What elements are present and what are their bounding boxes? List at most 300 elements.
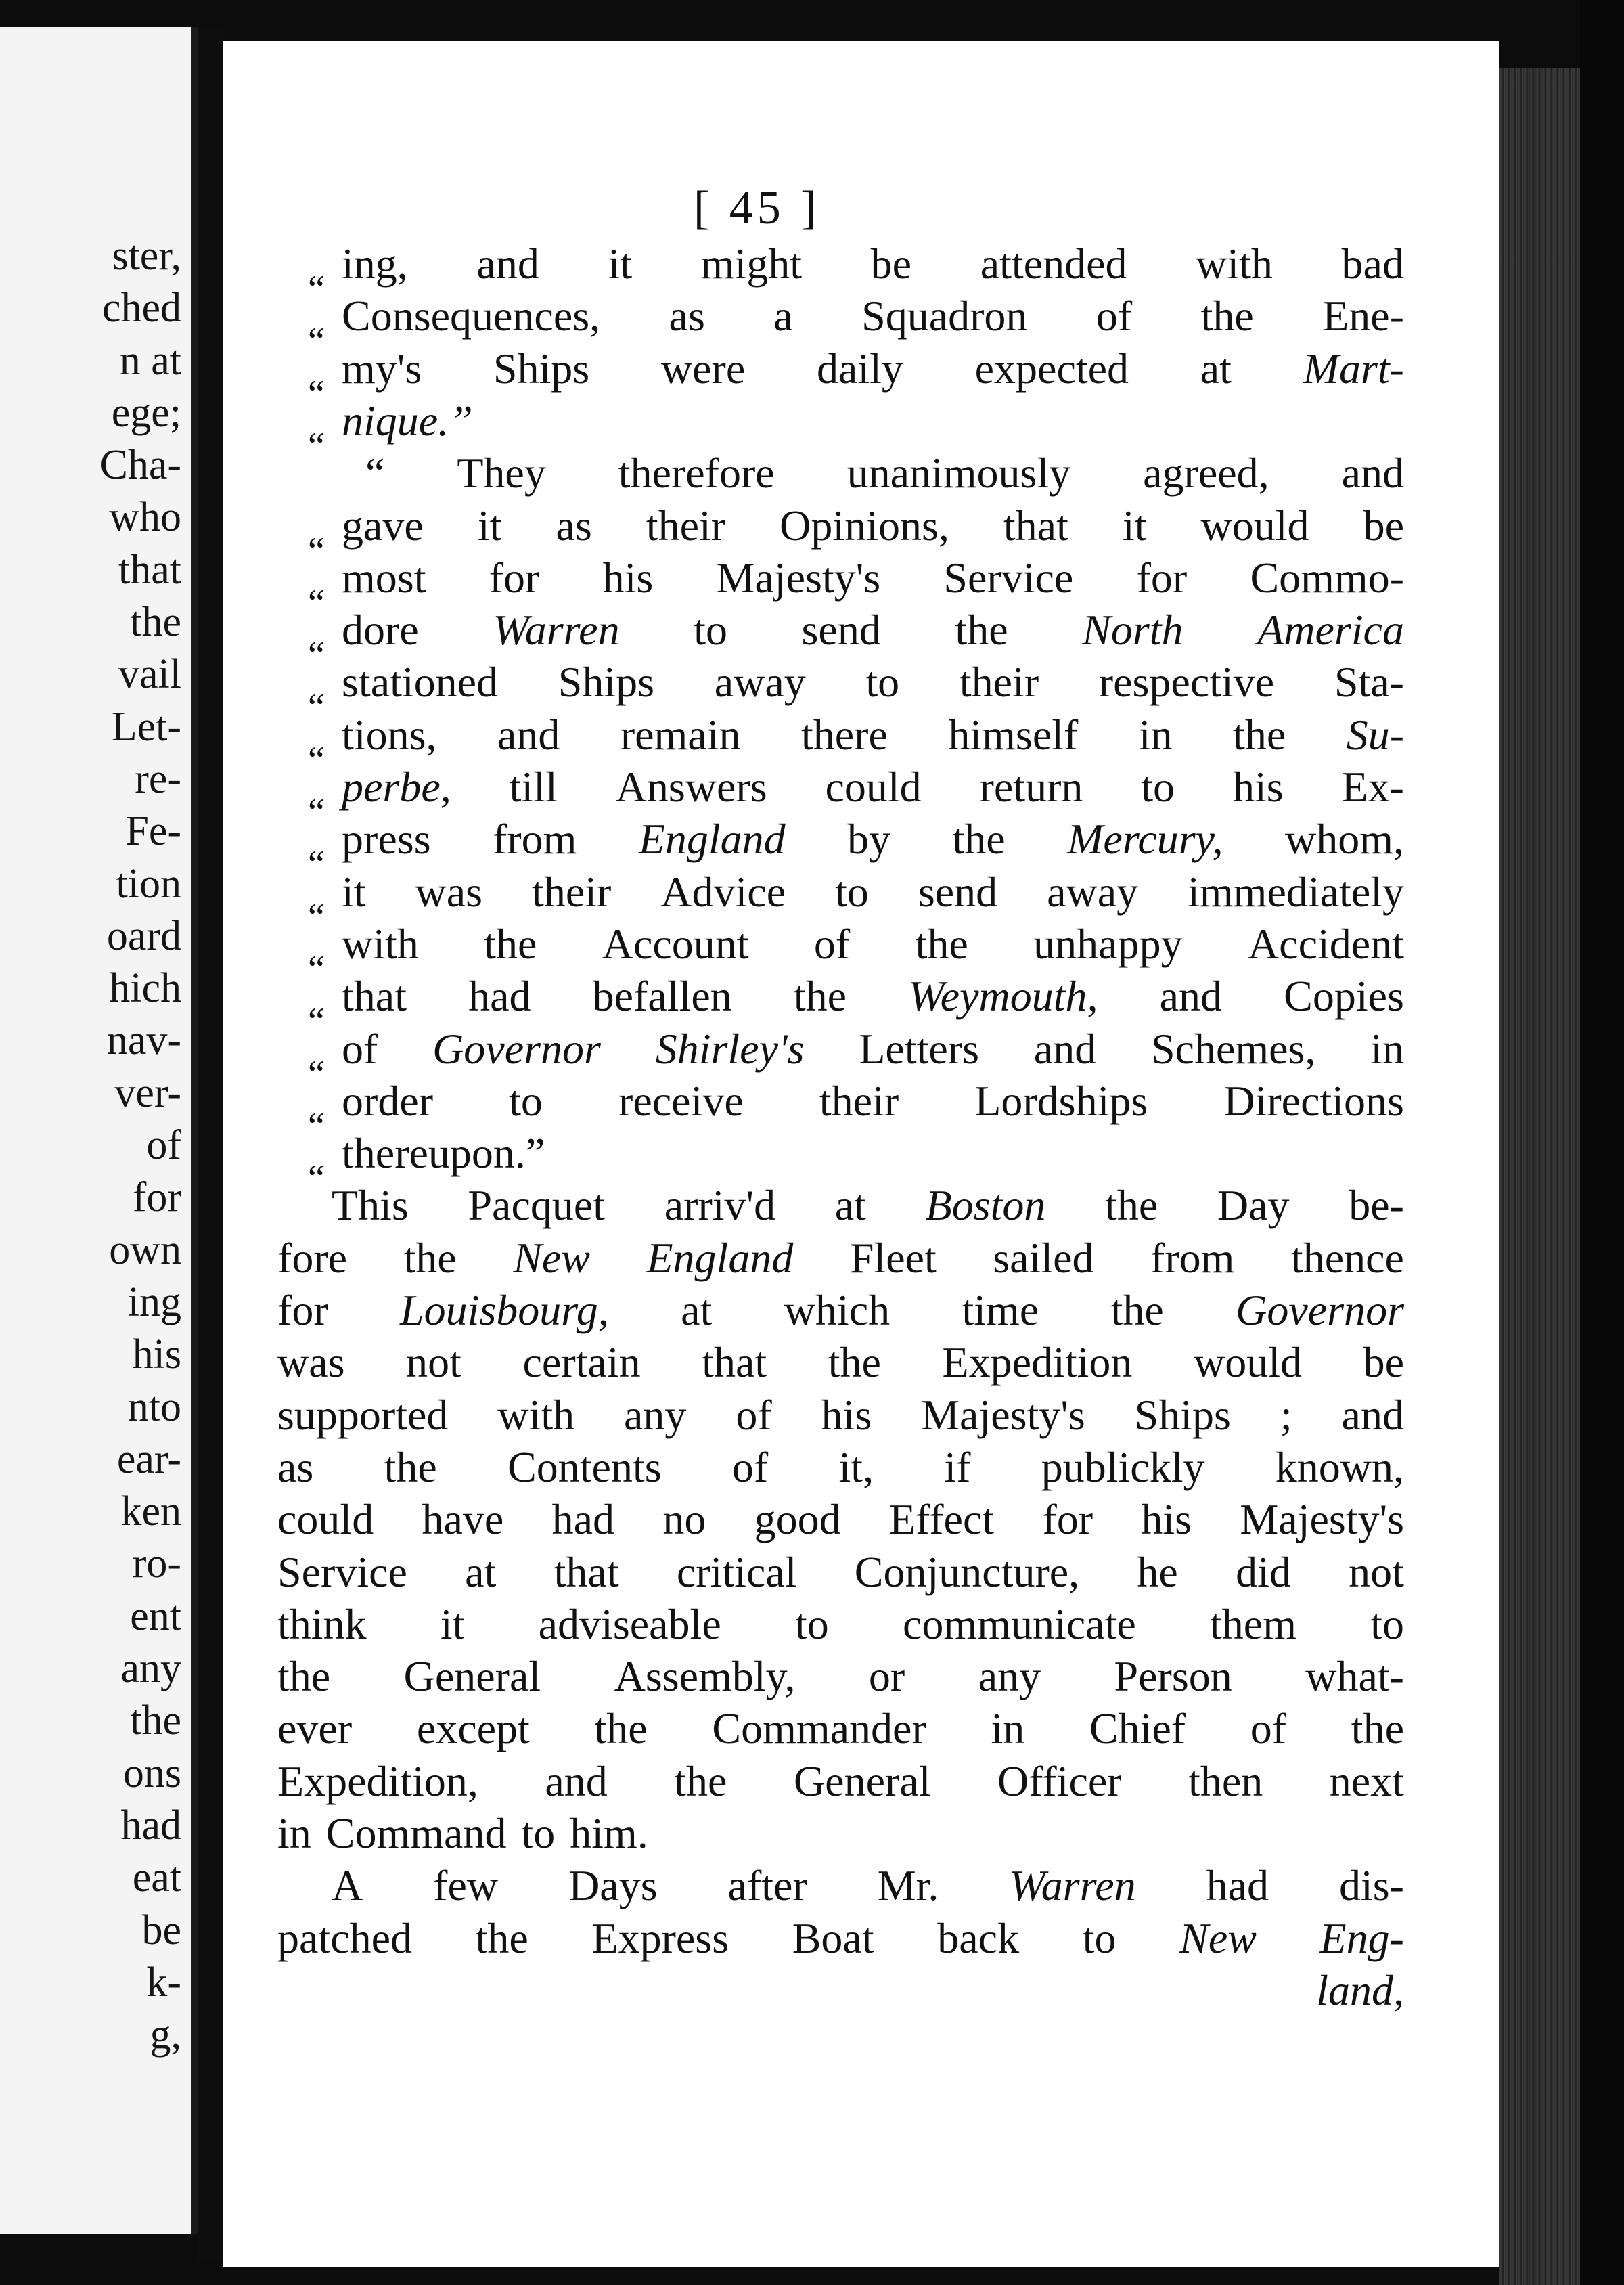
left-page-line: ear- [116,1436,181,1482]
word: by [847,815,891,864]
word: Express [591,1913,729,1962]
quote-mark: “ [308,581,325,624]
word: could [277,1495,374,1544]
word: Squadron [861,292,1028,340]
word: it, [838,1442,874,1491]
text-line [342,814,1404,864]
word: befallen [592,972,732,1021]
quote-mark: “ [308,738,325,781]
word: at [681,1286,713,1334]
word: thereupon.” [342,1129,545,1178]
word: remain [620,710,741,759]
quote-mark: “ [308,320,325,363]
word: in [1370,1024,1404,1073]
word: England [638,815,786,864]
text-line [277,1913,1404,1964]
word: North [1082,606,1183,655]
quote-mark: “ [308,1000,325,1043]
word: Majesty's [716,553,881,602]
left-page-line: any [120,1645,181,1692]
word: Ene- [1322,292,1404,340]
left-page-line: Let- [111,703,181,750]
word: that [702,1338,767,1387]
text-line [342,501,1404,551]
word: Commander [712,1704,926,1753]
word: and [1033,1024,1097,1073]
text-line [277,1704,1404,1754]
word: the [1351,1704,1404,1753]
word: return [979,763,1083,811]
word: Ships [558,658,655,707]
word: patched [277,1913,412,1962]
word: till [509,763,558,811]
left-page-line: for [132,1174,181,1221]
word: could [825,763,922,811]
word: or [868,1652,905,1701]
left-page-line: eat [132,1855,181,1901]
word: back [937,1913,1020,1962]
word: perbe, [342,763,451,811]
right-page [223,41,1499,2267]
word: which [784,1286,890,1334]
word: might [700,240,803,288]
word: Warren [493,606,620,655]
word: them [1210,1599,1296,1648]
word: was [277,1338,345,1387]
word: Fleet [849,1233,937,1282]
word: his [1232,763,1284,811]
left-page-line: n at [119,337,181,384]
quote-mark: “ [308,686,325,729]
word: Service [277,1547,407,1596]
word: ing, [342,240,408,288]
page-edge-stack [1499,68,1580,2285]
word: with [1196,240,1273,288]
word: to [521,1809,556,1857]
text-line [342,1128,1404,1178]
text-line [277,1599,1404,1649]
word: Su- [1346,710,1404,759]
left-page-line: ken [120,1488,181,1535]
quote-mark: “ [308,529,325,572]
text-line [277,1285,1404,1335]
word: him. [570,1809,648,1857]
word: any [978,1652,1041,1701]
quote-mark: “ [308,948,325,990]
word: from [492,815,577,864]
left-page-line: the [130,1698,181,1744]
quote-mark: “ [308,1052,325,1095]
word: Copies [1284,972,1404,1021]
word: sailed [993,1233,1094,1282]
left-page-line: ent [130,1593,181,1639]
word: have [422,1495,504,1544]
word: dore [342,606,419,655]
word: their [646,501,726,550]
word: Louisbourg, [399,1286,609,1334]
word: his [1141,1495,1192,1544]
word: the [475,1913,528,1962]
text-line [342,291,1404,341]
word: the [674,1756,727,1805]
word: attended [980,240,1127,288]
text-line [332,1180,1404,1230]
word: of [1096,292,1133,340]
word: and [476,240,539,288]
word: as [277,1442,314,1491]
word: Consequences, [342,292,601,340]
word: expected [974,344,1129,393]
word: except [416,1704,530,1753]
word: the [1200,292,1254,340]
word: the [594,1704,648,1753]
word: therefore [618,449,775,497]
word: A [332,1861,363,1910]
word: Days [568,1861,658,1910]
word: with [342,919,419,968]
text-line [342,1024,1404,1074]
quote-mark: “ [308,424,325,467]
word: unanimously [847,449,1071,497]
left-page-line: his [132,1331,181,1378]
word: agreed, [1143,449,1269,497]
word: known, [1275,1442,1404,1491]
text-line [342,971,1404,1021]
word: Accident [1247,919,1404,968]
word: Directions [1223,1076,1404,1125]
text-line [332,1861,1404,1911]
word: daily [816,344,903,393]
word: send [918,867,998,916]
word: Effect [888,1495,995,1544]
text-line [342,344,1404,394]
text-line [277,1966,1404,2016]
left-page-line: Cha- [99,442,181,489]
word: Answers [615,763,767,811]
word: of [731,1442,769,1491]
quote-mark: “ [308,791,325,833]
word: Sta- [1334,658,1404,707]
word: Opinions, [780,501,949,550]
word: publickly [1041,1442,1205,1491]
quote-mark: “ [308,1105,325,1147]
word: Pacquet [468,1181,606,1230]
word: the [952,815,1006,864]
word: Advice [660,867,786,916]
word: immediately [1188,867,1404,916]
word: in [277,1809,311,1857]
quote-mark: “ [308,1157,325,1200]
word: the [277,1652,331,1701]
word: dis- [1338,1861,1404,1910]
quote-mark: “ [308,843,325,886]
word: the [484,919,537,968]
word: after [727,1861,807,1910]
word: Expedition, [277,1756,478,1805]
word: be [1363,501,1404,550]
word: Expedition [942,1338,1133,1387]
word: and [497,710,560,759]
word: land, [1316,1966,1404,2014]
word: to [509,1076,543,1125]
word: the [828,1338,881,1387]
text-line [342,867,1404,917]
word: most [342,553,426,602]
word: Warren [1009,1861,1136,1910]
word: the [1105,1181,1158,1230]
scan-border [1580,0,1624,2285]
text-line [277,1547,1404,1597]
text-line [342,762,1404,812]
left-page-line: ing [127,1279,181,1325]
word: adviseable [538,1599,721,1648]
left-page-line: ster, [112,233,181,279]
word: Ships [493,344,590,393]
left-page-line: g, [150,2012,181,2058]
word: Officer [997,1756,1122,1805]
text-line [342,553,1404,603]
word: at [465,1547,497,1596]
word: at [1200,344,1232,393]
word: that [1003,501,1068,550]
word: good [754,1495,841,1544]
page-number: [ 45 ] [694,182,821,234]
word: Person [1114,1652,1232,1701]
word: Assembly, [614,1652,796,1701]
word: be [1363,1338,1404,1387]
word: Governor [1236,1286,1404,1334]
word: Commo- [1250,553,1404,602]
word: Conjuncture, [854,1547,1080,1596]
word: arriv'd [664,1181,776,1230]
word: that [342,972,407,1021]
word: not [406,1338,461,1387]
word: be [870,240,912,288]
word: at [834,1181,866,1230]
text-line [277,1809,1404,1859]
word: the [1110,1286,1164,1334]
word: had [551,1495,615,1544]
word: Schemes, [1150,1024,1316,1073]
word: receive [618,1076,744,1125]
word: They [457,449,546,497]
word: nique.” [342,396,473,445]
word: be- [1349,1181,1404,1230]
book-gutter [198,27,225,2261]
word: was [415,867,483,916]
text-line [277,1651,1404,1702]
word: from [1150,1233,1235,1282]
word: what- [1305,1652,1404,1701]
word: Account [602,919,749,968]
word: Day [1217,1181,1290,1230]
text-line [277,1442,1404,1492]
left-page-line: k- [146,1959,181,2005]
word: send [801,606,881,655]
text-line [342,605,1404,655]
word: for [489,553,540,602]
left-page-line-ends [99,230,181,2061]
text-line [277,1233,1404,1283]
word: away [714,658,806,707]
word: Chief [1089,1704,1186,1753]
word: gave [342,501,424,550]
left-page-line: ched [102,285,181,332]
word: critical [676,1547,797,1596]
left-page-line: who [109,494,181,541]
word: fore [277,1233,348,1282]
text-line [365,448,1404,498]
left-page-line: re- [135,755,181,802]
word: bad [1341,240,1404,288]
quote-mark: “ [308,372,325,415]
word: it [1122,501,1147,550]
left-page-line: vail [118,651,181,698]
word: certain [522,1338,641,1387]
word: General [403,1652,541,1701]
word: Majesty's [921,1390,1085,1439]
left-page-line: that [118,546,181,593]
word: Weymouth, [908,972,1098,1021]
word: to [1370,1599,1404,1648]
word: any [624,1390,687,1439]
word: had [1206,1861,1269,1910]
word: Shirley's [655,1024,805,1073]
word: to [1082,1913,1116,1962]
word: it [608,240,633,288]
word: order [342,1076,434,1125]
word: then [1188,1756,1263,1805]
word: their [959,658,1039,707]
word: had [468,972,531,1021]
word: to [835,867,869,916]
word: respective [1098,658,1275,707]
left-page-line: ege; [111,389,181,436]
word: Boat [792,1913,874,1962]
text-line [342,1076,1404,1126]
word: America [1257,606,1404,655]
word: he [1137,1547,1178,1596]
word: in [1138,710,1173,759]
left-page-line: nto [127,1383,181,1430]
word: think [277,1599,367,1648]
word: press [342,815,431,864]
word: supported [277,1390,449,1439]
left-page-line: the [130,599,181,646]
word: communicate [903,1599,1136,1648]
word: “ [365,449,385,497]
word: to [694,606,727,655]
word: Boston [925,1181,1046,1230]
word: and [1159,972,1223,1021]
word: for [1042,1495,1093,1544]
word: Mr. [877,1861,939,1910]
word: Mart- [1303,344,1404,393]
word: the [793,972,847,1021]
word: unhappy [1033,919,1183,968]
word: the [1233,710,1286,759]
word: thence [1290,1233,1404,1282]
text-line [342,919,1404,969]
left-page-line: nav- [106,1017,181,1064]
word: General [793,1756,931,1805]
word: for [1136,553,1188,602]
text-line [342,710,1404,760]
word: to [1141,763,1175,811]
word: Letters [859,1024,980,1073]
left-page-line: ro- [132,1540,181,1587]
word: his [602,553,654,602]
word: with [497,1390,575,1439]
word: away [1047,867,1139,916]
left-page-line: of [146,1122,181,1169]
word: his [821,1390,872,1439]
word: himself [948,710,1079,759]
left-page-line: tion [116,860,181,907]
word: the [384,1442,437,1491]
word: their [532,867,612,916]
word: ever [277,1704,353,1753]
word: and [545,1756,608,1805]
word: This [332,1181,409,1230]
word: few [433,1861,499,1910]
left-page-line: own [109,1226,181,1273]
word: to [794,1599,829,1648]
word: it [440,1599,465,1648]
word: would [1200,501,1309,550]
left-page-line: be [141,1907,181,1953]
text-line [277,1494,1404,1545]
text-line [342,396,1404,446]
text-line [277,1390,1404,1440]
word: New [1179,1913,1257,1962]
word: Eng- [1320,1913,1404,1962]
quote-mark: “ [308,895,325,938]
left-page-line: oard [106,912,181,959]
quote-mark: “ [308,634,325,677]
word: of [342,1024,378,1073]
word: it [342,867,366,916]
left-page-line: hich [109,965,181,1012]
word: to [865,658,900,707]
word: and [1341,449,1404,497]
left-page-line: Fe- [125,808,181,855]
word: in [991,1704,1025,1753]
word: whom, [1284,815,1404,864]
left-page-line: had [120,1802,181,1848]
word: not [1349,1547,1404,1596]
word: Contents [508,1442,662,1491]
word: stationed [342,658,499,707]
left-page [0,27,198,2234]
left-page-line: ver- [114,1069,181,1116]
word: it [477,501,502,550]
word: if [944,1442,971,1491]
word: Ex- [1341,763,1404,811]
word: Service [943,553,1074,602]
word: for [277,1286,328,1334]
text-line [342,239,1404,289]
word: and [1341,1390,1404,1439]
word: of [736,1390,772,1439]
word: my's [342,344,422,393]
word: Ships [1134,1390,1231,1439]
word: the [403,1233,457,1282]
word: Mercury, [1067,815,1223,864]
word: as [669,292,705,340]
word: no [662,1495,706,1544]
word: Majesty's [1240,1495,1404,1544]
